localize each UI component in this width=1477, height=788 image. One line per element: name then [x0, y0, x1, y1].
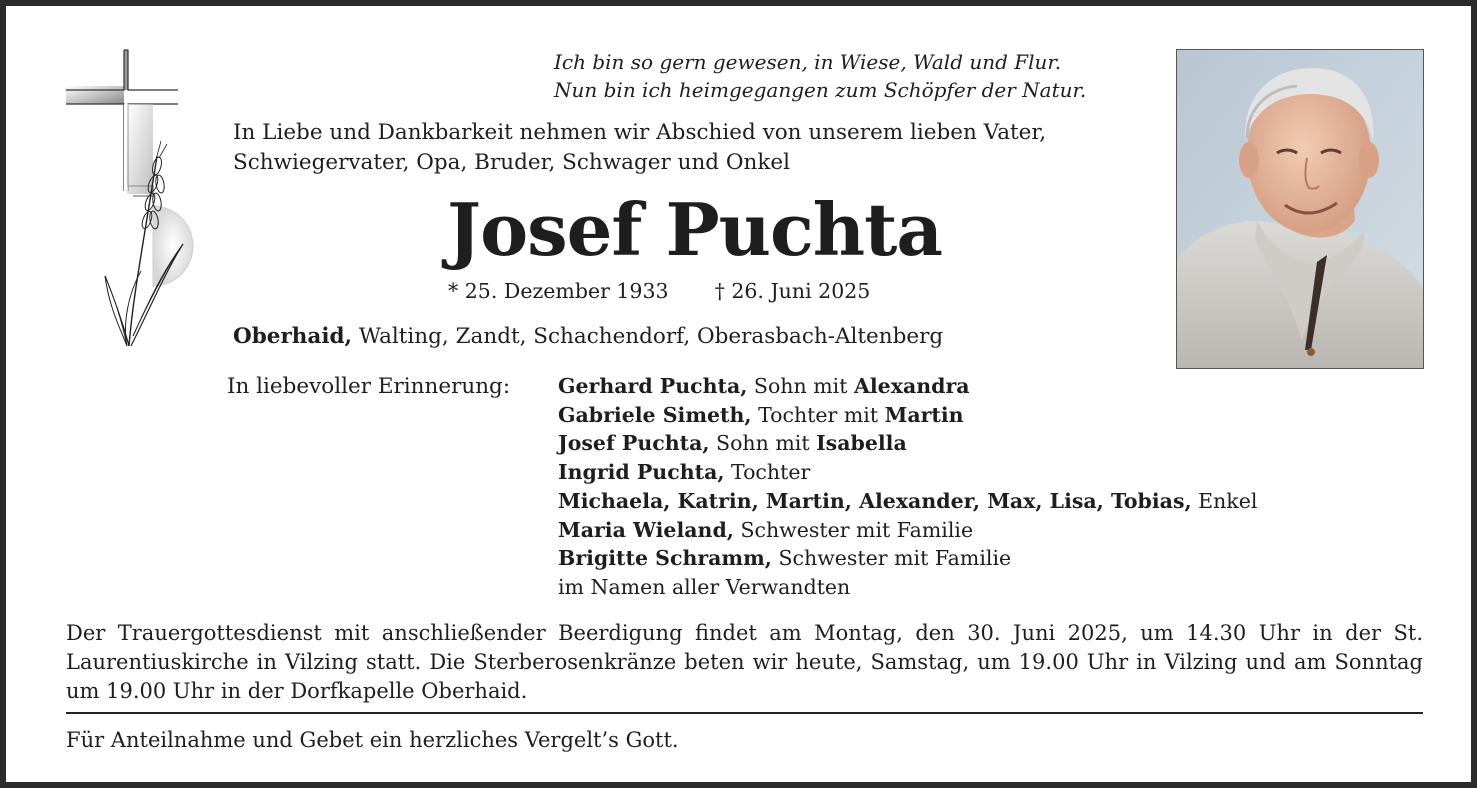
- mourner-partner: Isabella: [816, 431, 907, 456]
- verse-line-1: Ich bin so gern gewesen, in Wiese, Wald und Flur.: [554, 50, 1062, 74]
- mourner-line: [558, 544, 1257, 573]
- mourner-line: [558, 573, 1257, 602]
- mourner-line: [558, 401, 1257, 430]
- mourner-relation: Tochter: [724, 460, 811, 485]
- mourner-name: Ingrid Puchta,: [558, 460, 725, 485]
- intro-line-2: Schwiegervater, Opa, Bruder, Schwager und Onkel: [233, 150, 790, 175]
- thanks-text: Für Anteilnahme und Gebet ein herzliches Vergelt’s Gott.: [66, 728, 679, 752]
- mourner-line: [558, 429, 1257, 458]
- mourner-relation: Schwester mit Familie: [733, 517, 974, 542]
- mourners-list: [558, 372, 1257, 602]
- mourner-name: Gabriele Simeth,: [558, 402, 752, 427]
- mourner-relation: Sohn mit: [709, 431, 817, 456]
- birth-date: * 25. Dezember 1933: [448, 279, 669, 303]
- mourner-line: [558, 372, 1257, 401]
- mourner-relation: Sohn mit: [747, 374, 854, 398]
- mourner-line: [558, 458, 1257, 487]
- main-place: Oberhaid,: [233, 324, 353, 349]
- mourner-relation: Enkel: [1191, 488, 1258, 513]
- portrait-photo: [1176, 49, 1424, 369]
- verse-line-2: Nun bin ich heimgegangen zum Schöpfer der Natur.: [554, 78, 1087, 102]
- death-date: † 26. Juni 2025: [714, 279, 871, 303]
- mourner-name: Brigitte Schramm,: [558, 546, 772, 571]
- intro-line-1: In Liebe und Dankbarkeit nehmen wir Abschied von unserem lieben Vater,: [233, 120, 1047, 145]
- other-places: Walting, Zandt, Schachendorf, Oberasbach-Altenberg: [352, 324, 944, 349]
- places: [233, 322, 943, 352]
- mourner-relation: im Namen aller Verwandten: [558, 574, 851, 599]
- mourner-line: [558, 487, 1257, 516]
- cross-with-wheat-icon: [61, 46, 196, 356]
- deceased-name: Josef Puchta: [447, 187, 943, 272]
- service-text: Der Trauergottesdienst mit anschließender Beerdigung findet am Montag, den 30. Juni 2025, um 14.30 Uhr in der St. Laurentiuskirche in Vilzing statt. Die Sterberosenkränze beten wir heute, Samstag, um 19.00 Uhr in Vilzing und am Sonntag um 19.00 Uhr in der Dorfkapelle Oberhaid.: [66, 621, 1423, 703]
- mourner-name: Maria Wieland,: [558, 517, 734, 542]
- mourner-relation: Tochter mit: [751, 402, 885, 427]
- intro-text: [233, 118, 1046, 178]
- mourner-name: Josef Puchta,: [558, 431, 710, 456]
- mourner-name: Gerhard Puchta,: [558, 374, 748, 398]
- verse: [554, 48, 1086, 104]
- mourner-partner: Martin: [884, 402, 964, 427]
- life-dates: [448, 276, 870, 306]
- mourner-relation: Schwester mit Familie: [771, 546, 1012, 571]
- mourner-line: [558, 516, 1257, 545]
- divider: [66, 712, 1423, 714]
- mourner-partner: Alexandra: [853, 374, 970, 398]
- memory-label: In liebevoller Erinnerung:: [227, 374, 511, 399]
- mourner-name: Michaela, Katrin, Martin, Alexander, Max, Lisa, Tobias,: [558, 488, 1192, 513]
